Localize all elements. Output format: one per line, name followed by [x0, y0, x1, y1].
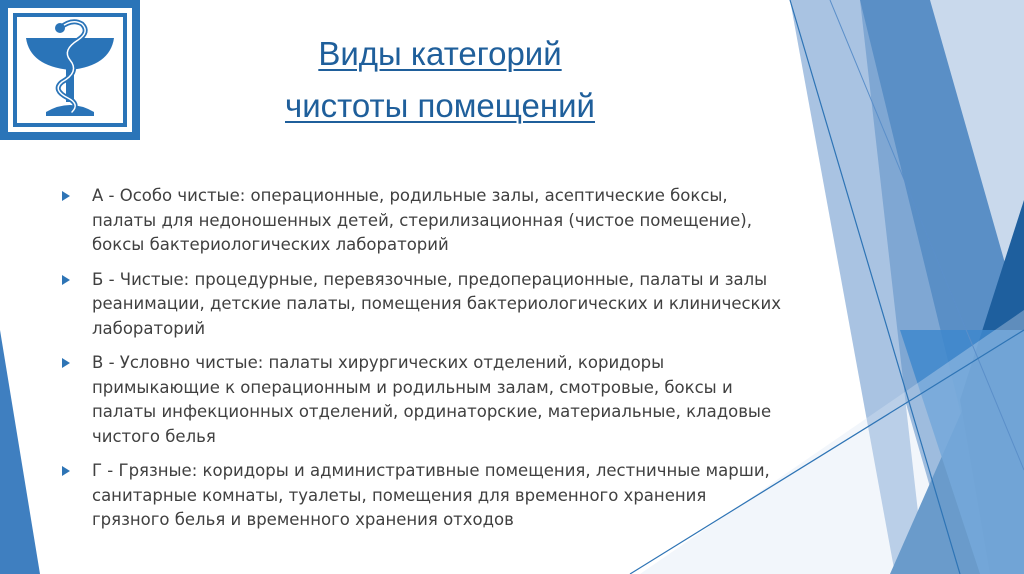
bullet-arrow-icon	[62, 466, 70, 476]
list-item-text: А - Особо чистые: операционные, родильные залы, асептические боксы, палаты для недоношенных детей, стерилизационная (чистое помещение), боксы бактериологических лабораторий	[92, 186, 752, 254]
list-item	[62, 268, 782, 342]
title-line-2: чистоты помещений	[285, 87, 595, 124]
list-item	[62, 351, 782, 449]
bullet-arrow-icon	[62, 275, 70, 285]
bullet-arrow-icon	[62, 191, 70, 201]
list-item-text: Г - Грязные: коридоры и административные помещения, лестничные марши, санитарные комнаты, туалеты, помещения для временного хранения грязного белья и временного хранения отходов	[92, 461, 770, 529]
pharmacy-logo	[0, 0, 140, 140]
category-list	[62, 184, 782, 543]
title-line-1: Виды категорий	[318, 35, 562, 72]
list-item	[62, 459, 782, 533]
slide-title	[180, 28, 700, 132]
left-accent-shape	[0, 330, 40, 574]
list-item-text: В - Условно чистые: палаты хирургических отделений, коридоры примыкающие к операционным и родильным залам, смотровые, боксы и палаты инфекционных отделений, ординаторские, материальные, кладовые чистого белья	[92, 353, 772, 446]
bullet-arrow-icon	[62, 358, 70, 368]
list-item-text: Б - Чистые: процедурные, перевязочные, предоперационные, палаты и залы реанимации, детские палаты, помещения бактериологических и клинических лабораторий	[92, 269, 781, 338]
bowl-of-hygieia-icon	[0, 0, 140, 140]
list-item	[62, 184, 782, 258]
